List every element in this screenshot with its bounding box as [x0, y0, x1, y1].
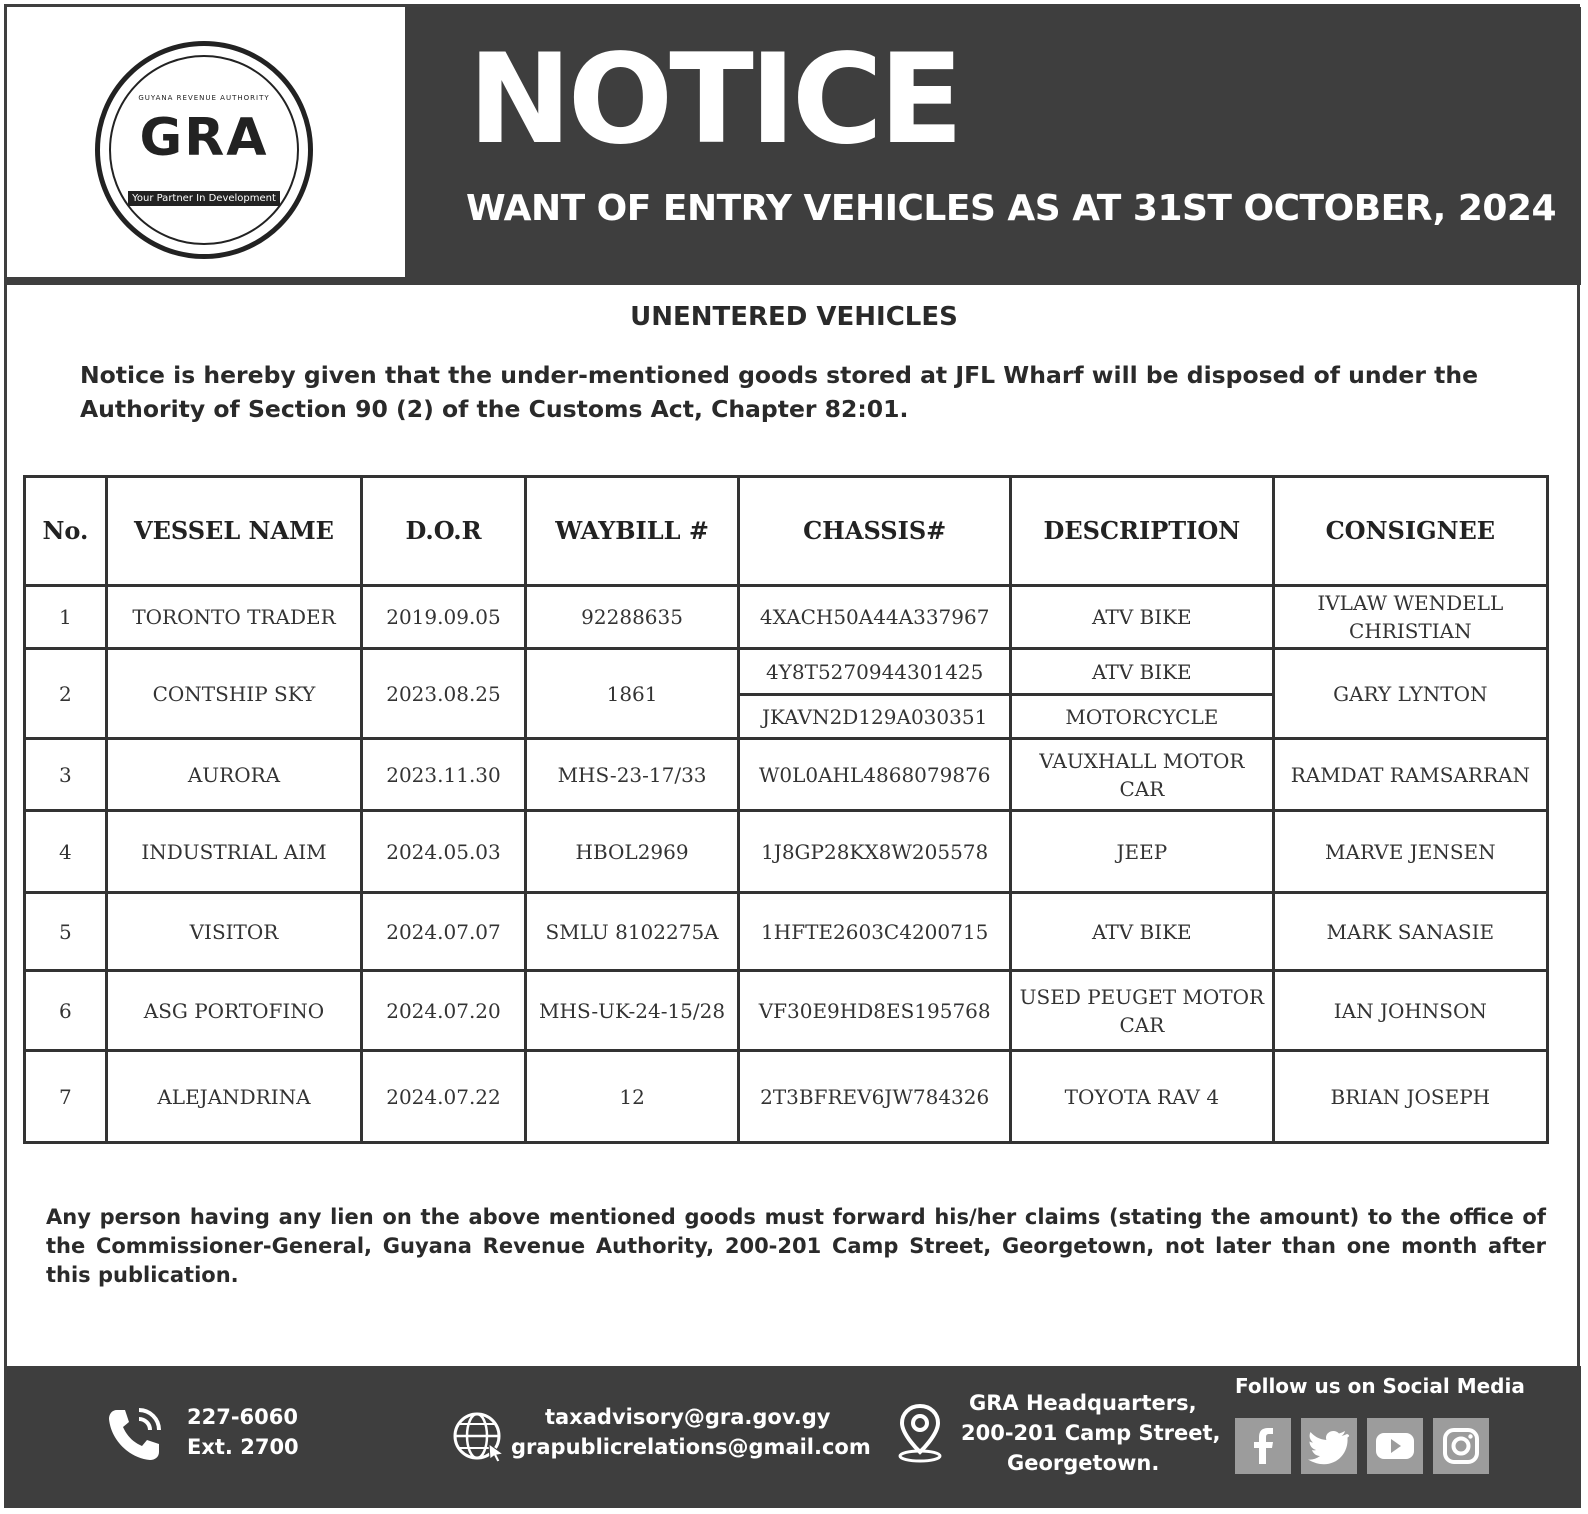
footer-email-tax[interactable]: taxadvisory@gra.gov.gy	[545, 1405, 831, 1429]
footer-address-line1: GRA Headquarters,	[969, 1391, 1197, 1415]
cell-consignee: IVLAW WENDELL CHRISTIAN	[1273, 586, 1547, 649]
table-row	[25, 811, 1548, 893]
cell-consignee: MARK SANASIE	[1273, 893, 1547, 971]
cell-waybill: 1861	[525, 649, 738, 739]
youtube-icon[interactable]	[1367, 1418, 1423, 1474]
cell-no: 3	[25, 739, 107, 811]
cell-chassis: 1J8GP28KX8W205578	[739, 811, 1011, 893]
cell-chassis: 4XACH50A44A337967	[739, 586, 1011, 649]
cell-waybill: MHS-23-17/33	[525, 739, 738, 811]
cell-consignee: RAMDAT RAMSARRAN	[1273, 739, 1547, 811]
vehicles-table	[23, 475, 1549, 1144]
cell-dor: 2023.08.25	[362, 649, 526, 739]
cell-vessel: ALEJANDRINA	[106, 1051, 361, 1143]
lien-paragraph: Any person having any lien on the above mentioned goods must forward his/her claims (stating the amount) to the office of the Commissioner-General, Guyana Revenue Authority, 200-201 Camp Street, Georgetown, not later than one month after this publication.	[46, 1205, 1546, 1287]
cell-no: 5	[25, 893, 107, 971]
cell-chassis: 4Y8T5270944301425	[739, 649, 1011, 695]
table-row	[25, 649, 1548, 695]
table-row	[25, 971, 1548, 1051]
footer-ext: Ext. 2700	[187, 1435, 299, 1459]
cell-no: 4	[25, 811, 107, 893]
cell-vessel: VISITOR	[106, 893, 361, 971]
cell-no: 2	[25, 649, 107, 739]
table-row	[25, 1051, 1548, 1143]
footer-address-line2: 200-201 Camp Street,	[961, 1421, 1221, 1445]
footer-address-line3: Georgetown.	[1007, 1451, 1160, 1475]
cell-waybill: HBOL2969	[525, 811, 738, 893]
cell-consignee: BRIAN JOSEPH	[1273, 1051, 1547, 1143]
cell-description: ATV BIKE	[1011, 893, 1274, 971]
cell-dor: 2023.11.30	[362, 739, 526, 811]
logo-letters: GRA	[139, 108, 269, 168]
cell-description: ATV BIKE	[1011, 649, 1274, 695]
gra-logo	[95, 41, 313, 259]
cell-no: 1	[25, 586, 107, 649]
cell-chassis: 1HFTE2603C4200715	[739, 893, 1011, 971]
cell-chassis: JKAVN2D129A030351	[739, 695, 1011, 739]
cell-chassis: VF30E9HD8ES195768	[739, 971, 1011, 1051]
table-row	[25, 893, 1548, 971]
cell-dor: 2019.09.05	[362, 586, 526, 649]
cell-description: TOYOTA RAV 4	[1011, 1051, 1274, 1143]
header-dor: D.O.R	[362, 477, 526, 586]
twitter-icon[interactable]	[1301, 1418, 1357, 1474]
cell-waybill: 92288635	[525, 586, 738, 649]
cell-waybill: SMLU 8102275A	[525, 893, 738, 971]
cell-description: ATV BIKE	[1011, 586, 1274, 649]
cell-dor: 2024.07.20	[362, 971, 526, 1051]
logo-arc-text: GUYANA REVENUE AUTHORITY	[138, 94, 270, 102]
location-pin-icon	[895, 1402, 945, 1464]
cell-waybill: 12	[525, 1051, 738, 1143]
cell-no: 7	[25, 1051, 107, 1143]
cell-vessel: INDUSTRIAL AIM	[106, 811, 361, 893]
footer-email-pr[interactable]: grapublicrelations@gmail.com	[511, 1435, 871, 1459]
cell-dor: 2024.07.07	[362, 893, 526, 971]
intro-paragraph: Notice is hereby given that the under-mentioned goods stored at JFL Wharf will be disposed of under the Authority of Section 90 (2) of the Customs Act, Chapter 82:01.	[80, 361, 1479, 423]
phone-icon	[103, 1404, 165, 1466]
logo-panel	[7, 7, 405, 277]
footer-phone: 227-6060	[187, 1405, 298, 1429]
logo-tagline: Your Partner In Development	[128, 191, 280, 206]
header-chassis: CHASSIS#	[739, 477, 1011, 586]
page-subtitle: WANT OF ENTRY VEHICLES AS AT 31ST OCTOBER, 2024	[466, 188, 1557, 229]
table-row	[25, 586, 1548, 649]
instagram-icon[interactable]	[1433, 1418, 1489, 1474]
cell-vessel: CONTSHIP SKY	[106, 649, 361, 739]
cell-vessel: ASG PORTOFINO	[106, 971, 361, 1051]
cell-consignee: IAN JOHNSON	[1273, 971, 1547, 1051]
table-header-row	[25, 477, 1548, 586]
cell-description: USED PEUGET MOTOR CAR	[1011, 971, 1274, 1051]
cell-consignee: GARY LYNTON	[1273, 649, 1547, 739]
social-title: Follow us on Social Media	[1235, 1374, 1525, 1398]
facebook-icon[interactable]	[1235, 1418, 1291, 1474]
globe-icon	[451, 1410, 507, 1462]
cell-vessel: AURORA	[106, 739, 361, 811]
cell-description: JEEP	[1011, 811, 1274, 893]
page-title: NOTICE	[468, 28, 960, 172]
header-consignee: CONSIGNEE	[1273, 477, 1547, 586]
header-no: No.	[25, 477, 107, 586]
cell-description: MOTORCYCLE	[1011, 695, 1274, 739]
header-waybill: WAYBILL #	[525, 477, 738, 586]
cell-description: VAUXHALL MOTOR CAR	[1011, 739, 1274, 811]
header-description: DESCRIPTION	[1011, 477, 1274, 586]
header-vessel-name: VESSEL NAME	[106, 477, 361, 586]
cell-waybill: MHS-UK-24-15/28	[525, 971, 738, 1051]
cell-chassis: W0L0AHL4868079876	[739, 739, 1011, 811]
cell-vessel: TORONTO TRADER	[106, 586, 361, 649]
section-title: UNENTERED VEHICLES	[630, 302, 958, 332]
cell-dor: 2024.07.22	[362, 1051, 526, 1143]
cell-chassis: 2T3BFREV6JW784326	[739, 1051, 1011, 1143]
cell-no: 6	[25, 971, 107, 1051]
cell-dor: 2024.05.03	[362, 811, 526, 893]
cell-consignee: MARVE JENSEN	[1273, 811, 1547, 893]
footer-banner	[7, 1366, 1581, 1508]
table-row	[25, 739, 1548, 811]
